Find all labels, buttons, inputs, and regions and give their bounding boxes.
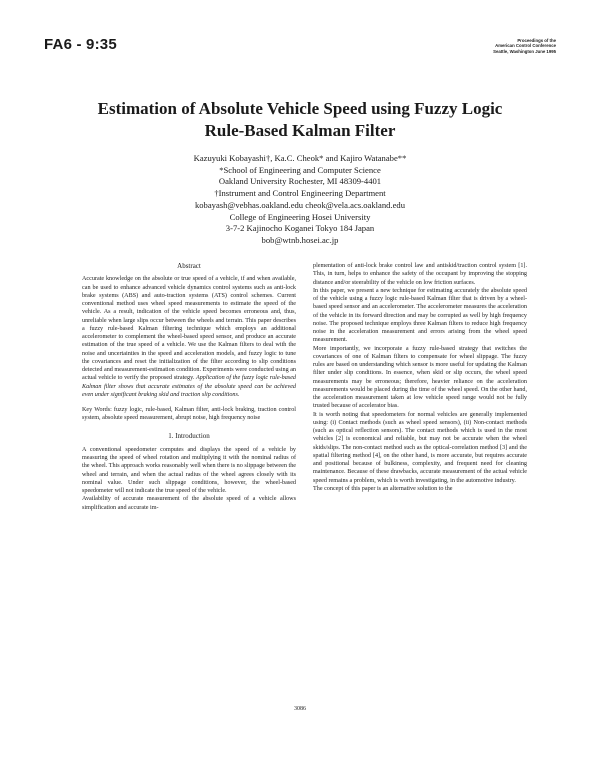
proceedings-stamp (493, 38, 556, 54)
affiliation-line: †Instrument and Control Engineering Department (214, 188, 386, 199)
intro-paragraph: Availability of accurate measurement of the absolute speed of a vehicle allows simplification and accurate im- (82, 496, 296, 511)
affiliation-line: College of Engineering Hosei University (229, 211, 371, 222)
email-line: kobayash@vebhas.oakland.edu cheok@vela.acs.oakland.edu (194, 199, 406, 210)
title-line-2: Rule-Based Kalman Filter (204, 121, 396, 140)
body-paragraph: In this paper, we present a new technique for estimating accurately the absolute speed of the vehicle using a fuzzy logic rule-based Kalman filter that is driven by a wheel-based speed sensor and an accelerometer. The accelerometer measures the acceleration of the vehicle in its forward direction and may be corrupted as well by high frequency noise. The proposed technique employs three Kalman filters to reduce high frequency noise in the acceleration measurement and errors arising from the wheel speed measurement. (313, 287, 527, 344)
introduction-heading: 1. Introduction (168, 431, 210, 440)
email-line: bob@wtnb.hosei.ac.jp (261, 234, 339, 245)
abstract-heading: Abstract (177, 262, 201, 270)
affiliation-line: Oakland University Rochester, MI 48309-4401 (218, 176, 382, 187)
abstract-italic-text: Application of the fuzzy logic rule-based Kalman filter shows that accurate estimates of the absolute speed can be achieved even under significant braking skid and traction slip conditions. (82, 375, 296, 398)
left-column (82, 262, 296, 512)
proceedings-line: Seattle, Washington June 1995 (493, 48, 556, 54)
session-id: FA6 - 9:35 (44, 36, 117, 53)
author-names: Kazuyuki Kobayashi†, Ka.C. Cheok* and Kajiro Watanabe** (193, 153, 407, 163)
body-paragraph: More importantly, we incorporate a fuzzy rule-based strategy that switches the covariances of one of Kalman filters to compensate for wheel slippage. The fuzzy rules are based on understanding which sensor is more useful for updating the Kalman filter under slip conditions. In essence, when skid or slip occurs, the wheel speed measurements may be erroneous; therefore, heavier reliance on the acceleration measurements would be placed during the time of the wheel speed. On the other hand, the acceleration measurement taken at low vehicle speed range would not be fully trusted because of accelerator bias. (313, 345, 527, 410)
proceedings-line: American Control Conference (495, 43, 556, 49)
affiliation-line: *School of Engineering and Computer Science (219, 164, 381, 175)
abstract-text: Accurate knowledge on the absolute or true speed of a vehicle, if and when available, can be used to enhance advanced vehicle dynamics control systems such as anti-lock brake systems (ABS) and auto-traction systems (ATS) control schemes. Current conventional method uses wheel speed measurements to estimate the speed of the vehicle. As a result, indication of the vehicle speed becomes erroneous and, thus, unreliable when large slips occur between the wheels and terrain. This paper describes a fuzzy rule-based Kalman filtering technique which employs an additional accelerometer to complement the wheel-based speed sensor, and produce an accurate estimation of the true speed of a vehicle. We use the Kalman filters to deal with the noise and uncertainties in the speed and acceleration models, and fuzzy logic to tune the covariances and reset the initialization of the filter according to slip conditions detected and measurement-estimation condition. Experiments were conducted using an actual vehicle to verify the proposed strategy. (82, 276, 296, 382)
body-paragraph: The concept of this paper is an alternative solution to the (313, 485, 453, 492)
intro-paragraph: A conventional speedometer computes and displays the speed of a vehicle by measuring the speed of wheel rotation and multiplying it with the nominal radius of the wheel. This approach works reasonably well when there is no slippage between the wheel and terrain, and when the actual radius of the wheel agrees closely with its nominal value. Under such slippage conditions, however, the wheel-based speedometer will not indicate the true speed of the vehicle. (82, 446, 296, 494)
address-line: 3-7-2 Kajinocho Koganei Tokyo 184 Japan (225, 223, 375, 234)
page-number: 3086 (294, 706, 306, 712)
author-block (100, 153, 500, 247)
title-line-1: Estimation of Absolute Vehicle Speed using Fuzzy Logic (97, 99, 503, 118)
paper-title (40, 98, 560, 142)
abstract-body (82, 275, 296, 399)
body-paragraph: It is worth noting that speedometers for normal vehicles are generally implemented using: (i) Contact methods (such as wheel speed sensors), (ii) Non-contact methods (such as optical reflection sensors). The contact methods which is used in the most vehicles [2] is economical and reliable, but may not be accurate when the wheel skids/slips. The non-contact method such as the optical-correlation method [3] and the spatial filtering method [4], on the other hand, is more accurate, but requires accurate and positional because of bulkiness, complexity, and frequent need for cleaning maintenance. Because of these drawbacks, accurate measurement of the actual vehicle speed remains a problem, which is worth investigating, in the automotive industry. (313, 411, 527, 484)
proceedings-line: Proceedings of the (517, 38, 556, 43)
right-column (313, 262, 527, 493)
body-paragraph: plementation of anti-lock brake control law and antiskid/traction control system [1]. This, in turn, helps to enhance the safety of the occupant by improving the stopping distance and/or steerability of the vehicle on low friction surfaces. (313, 263, 527, 286)
keywords: Key Words: fuzzy logic, rule-based, Kalman filter, anti-lock braking, traction control system, absolute speed measurement, abrupt noise, high frequency noise (82, 407, 296, 422)
